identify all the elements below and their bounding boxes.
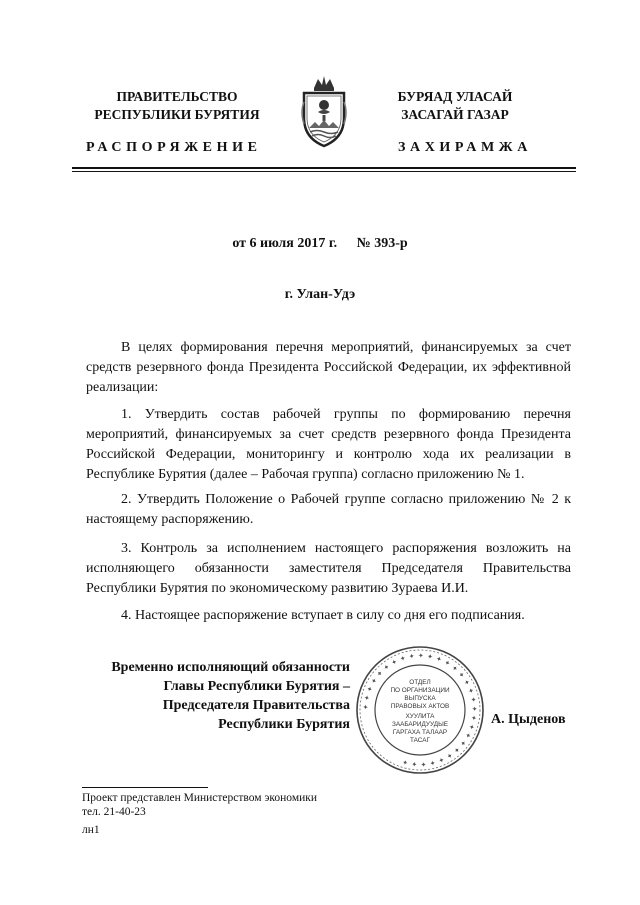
decree-title-ru: РАСПОРЯЖЕНИЕ — [86, 140, 262, 155]
seal-text: ОТДЕЛ — [409, 679, 431, 686]
seal-text: ГАРГАХА ТАЛААР — [392, 729, 448, 736]
header-right-line: БУРЯАД УЛАСАЙ — [397, 89, 513, 104]
footer-divider — [82, 787, 208, 788]
body-paragraph — [86, 539, 571, 599]
paragraph-text: 4. Настоящее распоряжение вступает в силу со дня его подписания. — [121, 608, 525, 623]
body-paragraph — [86, 338, 571, 398]
document-city: г. Улан-Удэ — [284, 287, 356, 302]
seal-text: ХУУЛИТА — [405, 713, 435, 720]
signatory-line: Председателя Правительства — [162, 698, 350, 713]
signatory-line: Главы Республики Бурятия – — [163, 679, 350, 694]
seal-text: ВЫПУСКА — [404, 695, 436, 702]
coat-of-arms-icon — [298, 72, 350, 150]
footer-code: лн1 — [82, 824, 100, 836]
paragraph-text: 2. Утвердить Положение о Рабочей группе согласно приложению № 2 к настоящему распоряжению. — [86, 492, 571, 527]
footer-line: Проект представлен Министерством экономики — [82, 792, 318, 804]
header-left-line: РЕСПУБЛИКИ БУРЯТИЯ — [94, 107, 260, 122]
paragraph-text: 3. Контроль за исполнением настоящего распоряжения возложить на исполняющего обязанности заместителя Председателя Правительства Республики Бурятия по экономическому развитию Зураева И.И. — [86, 541, 571, 596]
paragraph-text: В целях формирования перечня мероприятий, финансируемых за счет средств резервного фонда Президента Российской Федерации, их эффективной реализации: — [86, 340, 571, 395]
seal-text: ТАСАГ — [409, 737, 431, 744]
svg-text:✦ ✦ ✦ ✦ ✦ ✦ ✦ ✦ ✦ ✦ ✦ ✦ ✦ ✦ ✦: ✦ ✦ ✦ ✦ ✦ ✦ ✦ ✦ ✦ ✦ ✦ ✦ ✦ ✦ ✦ ✦ ✦ ✦ ✦ ✦ ✦ ✦ ✦ ✦ ✦ ✦ ✦ ✦ ✦ ✦ — [362, 652, 478, 768]
header-divider-thin — [72, 171, 576, 172]
document-date: от 6 июля 2017 г. — [232, 236, 338, 251]
seal-text: ПРАВОВЫХ АКТОВ — [390, 703, 450, 710]
signatory-name: А. Цыденов — [491, 712, 566, 727]
header-left-line: ПРАВИТЕЛЬСТВО — [116, 89, 238, 104]
body-paragraph — [86, 606, 571, 626]
body-paragraph — [86, 405, 571, 485]
government-name-bua — [350, 88, 560, 124]
body-paragraph — [86, 490, 571, 530]
government-name-ru — [72, 88, 282, 124]
header-divider — [72, 167, 576, 169]
footer-line: тел. 21-40-23 — [82, 806, 146, 818]
seal-text: ПО ОРГАНИЗАЦИИ — [390, 687, 450, 694]
document-dateline — [0, 236, 640, 252]
signatory-line: Республики Бурятия — [218, 717, 350, 732]
document-number: № 393-р — [356, 236, 408, 251]
seal-text: ЗААБАРИДУУДЫЕ — [391, 721, 449, 728]
signatory-line: Временно исполняющий обязанности — [111, 660, 350, 675]
official-seal-icon — [354, 644, 486, 776]
footer-note — [82, 791, 317, 819]
paragraph-text: 1. Утвердить состав рабочей группы по формированию перечня мероприятий, финансируемых за счет средств резервного фонда Президента Российской Федерации, мониторингу и контролю хода их реализации в Республике Бурятия (далее – Рабочая группа) согласно приложению № 1. — [86, 407, 571, 482]
header-right-line: ЗАСАГАЙ ГАЗАР — [401, 107, 509, 122]
decree-title-bua: ЗАХИРАМЖА — [398, 140, 532, 155]
signatory-position — [82, 658, 350, 734]
